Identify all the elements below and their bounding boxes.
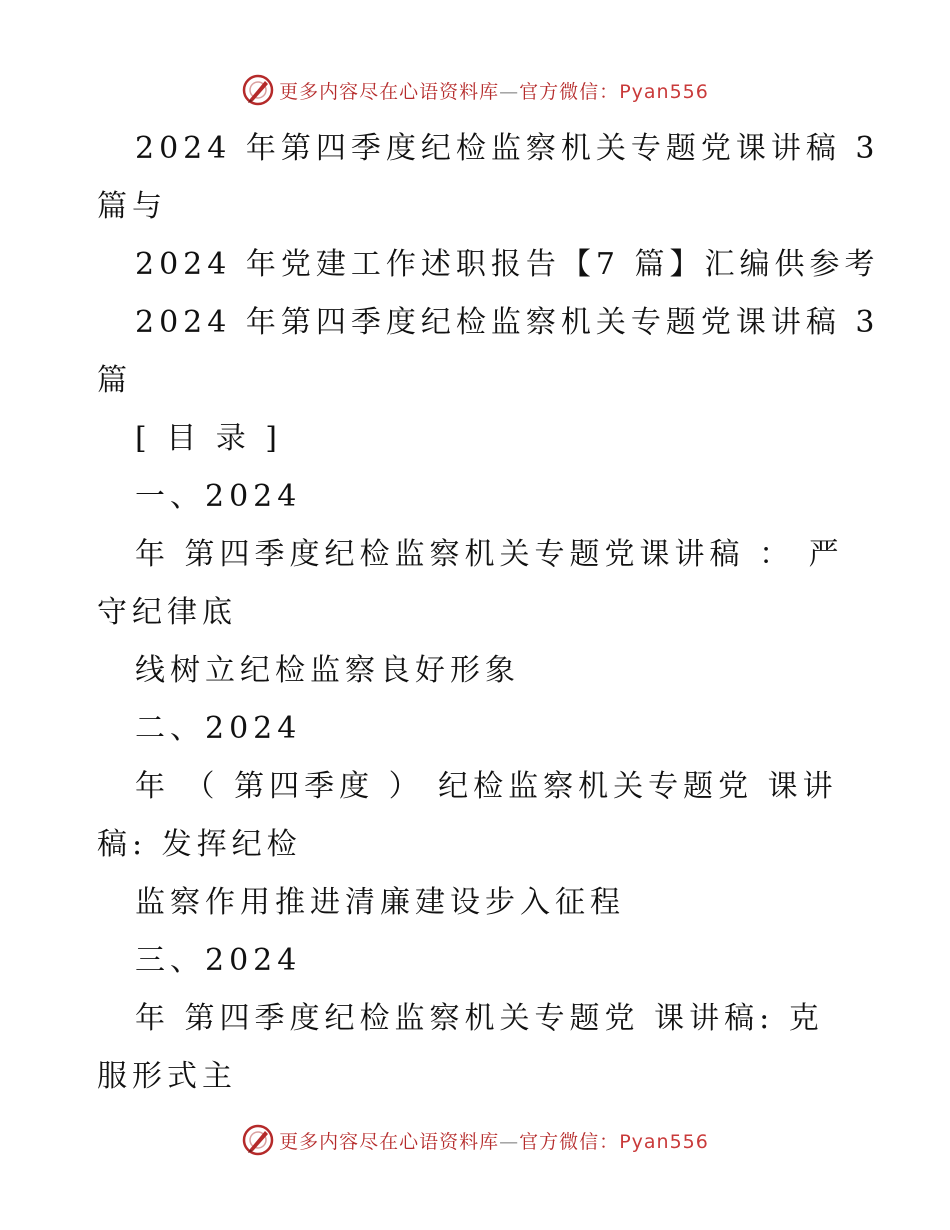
watermark-wechat-label: 官方微信： [519,1130,620,1153]
document-body [97,120,880,1106]
document-line: 年 （ 第四季度 ） 纪检监察机关专题党 课讲 [135,769,838,804]
document-line: 2024 年第四季度纪检监察机关专题党课讲稿 3 [135,305,880,340]
watermark-main-text: 更多内容尽在心语资料库 [279,1130,500,1153]
pen-logo-icon [241,1123,275,1157]
document-line: 2024 年党建工作述职报告【7 篇】汇编供参考 [135,247,880,282]
watermark-wechat-id: Pyan556 [619,80,709,103]
watermark-wechat-id: Pyan556 [619,1130,709,1153]
document-line: 二、2024 [135,711,302,746]
header-watermark [0,70,950,110]
document-line: 三、2024 [135,943,302,978]
watermark-dash: — [499,80,520,103]
document-line: 篇 [97,363,132,398]
watermark-dash: — [499,1130,520,1153]
document-line: 年 第四季度纪检监察机关专题党课讲稿 ： 严 [135,537,844,572]
document-line: 年 第四季度纪检监察机关专题党 课讲稿: 克 [135,1001,824,1036]
document-line: 2024 年第四季度纪检监察机关专题党课讲稿 3 [135,131,880,166]
watermark-main-text: 更多内容尽在心语资料库 [279,80,500,103]
pen-logo-icon [241,73,275,107]
document-line: [ 目 录 ] [135,421,283,456]
watermark-text [279,1127,709,1154]
footer-watermark [0,1120,950,1160]
document-line: 守纪律底 [97,595,237,630]
document-line: 篇与 [97,189,167,224]
watermark-wechat-label: 官方微信： [519,80,620,103]
watermark-text [279,77,709,104]
document-line: 线树立纪检监察良好形象 [135,653,520,688]
document-line: 稿: 发挥纪检 [97,827,302,862]
document-line: 一、2024 [135,479,302,514]
document-line: 监察作用推进清廉建设步入征程 [135,885,625,920]
document-line: 服形式主 [97,1059,237,1094]
